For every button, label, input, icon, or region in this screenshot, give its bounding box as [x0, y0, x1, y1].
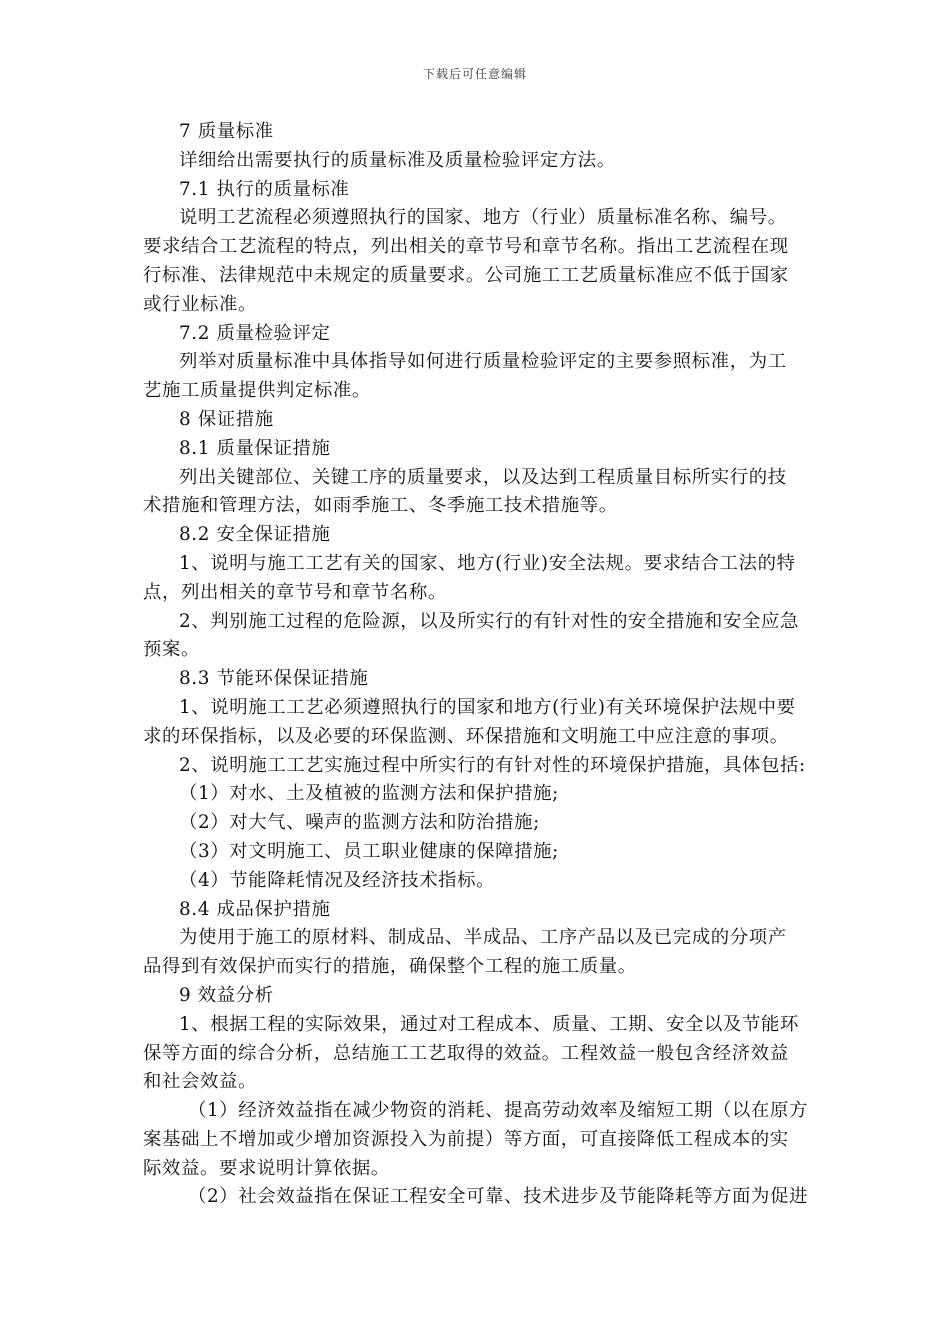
section-heading-8: 8 保证措施 — [179, 408, 274, 430]
section-heading-9: 9 效益分析 — [179, 984, 274, 1006]
paragraph-line: 说明工艺流程必须遵照执行的国家、地方（行业）质量标准名称、编号。 — [179, 207, 787, 229]
section-heading-8-1: 8.1 质量保证措施 — [179, 437, 331, 459]
paragraph-line: 预案。 — [143, 639, 200, 661]
section-heading-7-1: 7.1 执行的质量标准 — [179, 178, 350, 200]
paragraph-line: 要求结合工艺流程的特点，列出相关的章节号和章节名称。指出工艺流程在现 — [143, 236, 789, 258]
paragraph-line: 和社会效益。 — [143, 1071, 257, 1093]
paragraph-line: 或行业标准。 — [143, 293, 257, 315]
paragraph-line: 案基础上不增加或少增加资源投入为前提）等方面，可直接降低工程成本的实 — [143, 1128, 789, 1150]
paragraph-line: 1、说明施工工艺必须遵照执行的国家和地方(行业)有关环境保护法规中要 — [179, 696, 796, 718]
list-item: （4）节能降耗情况及经济技术指标。 — [179, 869, 496, 891]
paragraph-line: 2、判别施工过程的危险源，以及所实行的有针对性的安全措施和安全应急 — [179, 610, 800, 632]
page-header-note: 下载后可任意编辑 — [422, 67, 527, 81]
section-heading-7-2: 7.2 质量检验评定 — [179, 322, 331, 344]
paragraph-line: 1、说明与施工工艺有关的国家、地方(行业)安全法规。要求结合工法的特 — [179, 552, 796, 574]
list-item: （3）对文明施工、员工职业健康的保障措施; — [179, 840, 559, 862]
list-item: （1）经济效益指在减少物资的消耗、提高劳动效率及缩短工期（以在原方 — [188, 1100, 809, 1122]
paragraph-line: 点，列出相关的章节号和章节名称。 — [143, 581, 447, 603]
paragraph-line: 品得到有效保护而实行的措施，确保整个工程的施工质量。 — [143, 956, 637, 978]
section-heading-7: 7 质量标准 — [179, 121, 274, 142]
paragraph-line: 列举对质量标准中具体指导如何进行质量检验评定的主要参照标准，为工 — [179, 351, 787, 373]
list-item: （2）对大气、噪声的监测方法和防治措施; — [179, 812, 540, 834]
paragraph-line: 详细给出需要执行的质量标准及质量检验评定方法。 — [179, 149, 616, 171]
section-heading-8-4: 8.4 成品保护措施 — [179, 898, 331, 920]
paragraph-line: 2、说明施工工艺实施过程中所实行的有针对性的环境保护措施，具体包括: — [179, 754, 806, 776]
paragraph-line: 1、根据工程的实际效果，通过对工程成本、质量、工期、安全以及节能环 — [179, 1013, 800, 1035]
paragraph-line: 艺施工质量提供判定标准。 — [143, 380, 371, 402]
section-heading-8-3: 8.3 节能环保保证措施 — [179, 668, 369, 690]
section-heading-8-2: 8.2 安全保证措施 — [179, 524, 331, 546]
paragraph-line: 列出关键部位、关键工序的质量要求，以及达到工程质量目标所实行的技 — [179, 466, 787, 488]
paragraph-line: 求的环保指标，以及必要的环保监测、环保措施和文明施工中应注意的事项。 — [143, 725, 789, 747]
paragraph-line: 行标准、法律规范中未规定的质量要求。公司施工工艺质量标准应不低于国家 — [143, 264, 789, 286]
list-item: （1）对水、土及植被的监测方法和保护措施; — [179, 783, 559, 805]
list-item: （2）社会效益指在保证工程安全可靠、技术进步及节能降耗等方面为促进 — [188, 1186, 809, 1208]
paragraph-line: 际效益。要求说明计算依据。 — [143, 1157, 390, 1179]
paragraph-line: 术措施和管理方法，如雨季施工、冬季施工技术措施等。 — [143, 495, 618, 517]
paragraph-line: 为使用于施工的原材料、制成品、半成品、工序产品以及已完成的分项产 — [179, 927, 787, 949]
document-body — [143, 118, 811, 1212]
paragraph-line: 保等方面的综合分析，总结施工工艺取得的效益。工程效益一般包含经济效益 — [143, 1042, 789, 1064]
